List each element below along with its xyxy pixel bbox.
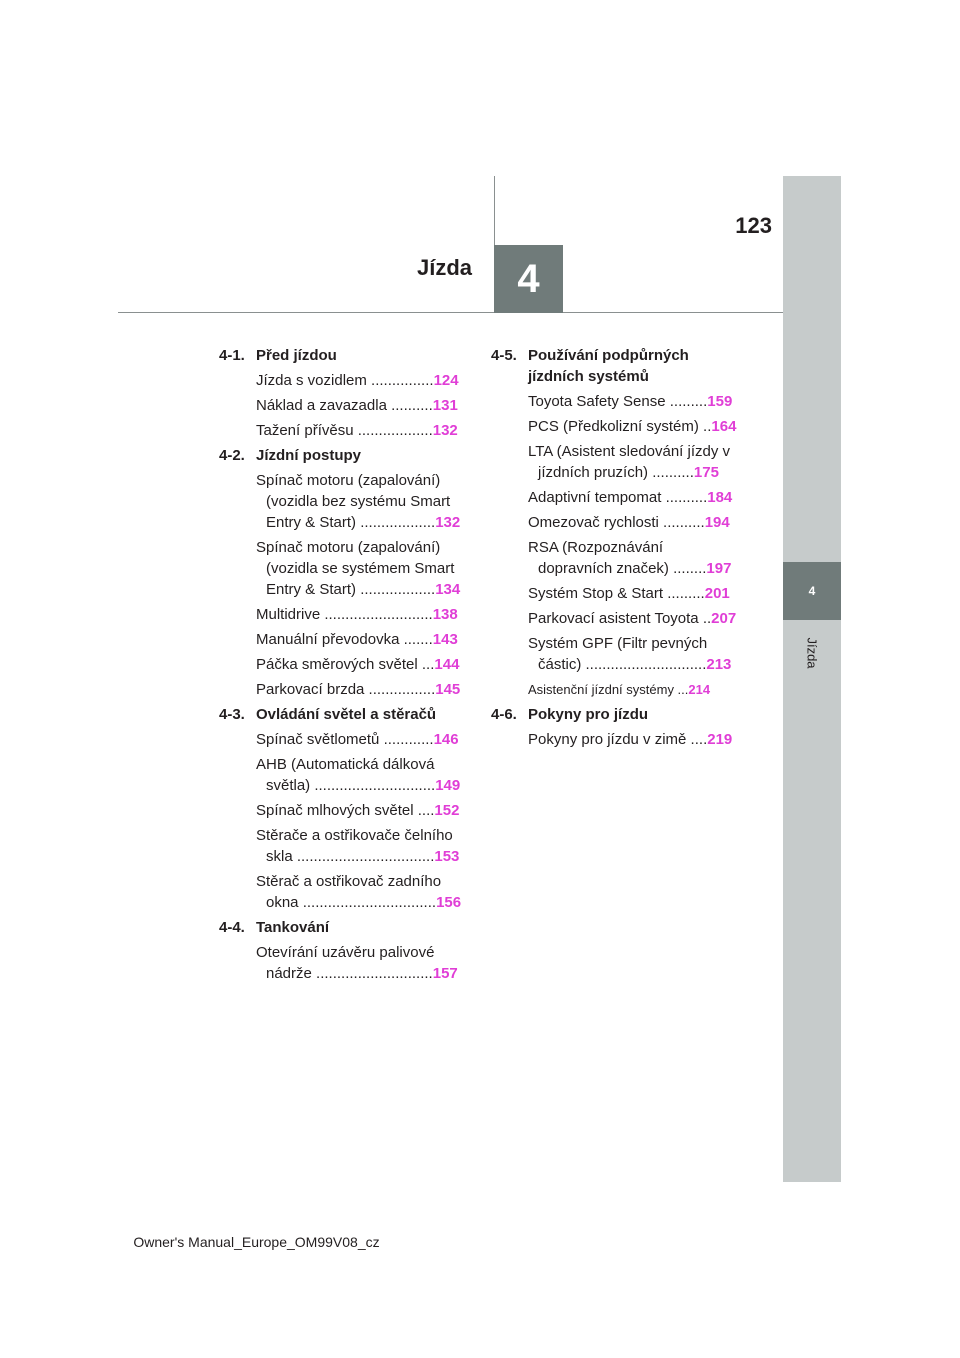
toc-column-right — [491, 345, 741, 754]
chapter-number-box — [494, 245, 563, 313]
side-chapter-tab[interactable] — [783, 562, 841, 620]
toc-entry[interactable] — [256, 537, 469, 600]
toc-entry[interactable] — [256, 420, 469, 441]
entry-page: 138 — [432, 606, 458, 623]
entry-page: 144 — [434, 656, 460, 673]
section-number: 4-1. — [219, 347, 245, 364]
toc-entry[interactable] — [528, 679, 741, 700]
toc-section-4-5[interactable] — [491, 345, 741, 387]
header-horizontal-rule — [118, 312, 783, 313]
toc-entry[interactable] — [256, 629, 469, 650]
entry-page: 149 — [435, 777, 461, 794]
toc-entry[interactable] — [528, 537, 741, 579]
entry-page: 153 — [434, 848, 460, 865]
entry-text: Náklad a zavazadla .......... — [256, 397, 433, 414]
entry-text: Stěrač a ostřikovač zadního okna ................................ — [256, 873, 442, 911]
entry-text: AHB (Automatická dálková světla) ............................. — [256, 756, 436, 794]
toc-entry[interactable] — [256, 825, 469, 867]
entry-text: Spínač motoru (zapalování) (vozidla se systémem Smart Entry & Start) .................. — [256, 539, 455, 598]
section-number: 4-2. — [219, 447, 245, 464]
toc-entry[interactable] — [528, 608, 741, 629]
toc-entry[interactable] — [528, 633, 741, 675]
toc-entry[interactable] — [256, 942, 469, 984]
entry-page: 131 — [432, 397, 458, 414]
entry-text: Stěrače a ostřikovače čelního skla ................................. — [256, 827, 453, 865]
section-title: Před jízdou — [256, 347, 337, 364]
entry-page: 124 — [433, 372, 459, 389]
entry-page: 145 — [435, 681, 461, 698]
toc-section-4-2[interactable] — [219, 445, 469, 466]
section-number: 4-4. — [219, 919, 245, 936]
header-vertical-rule — [494, 176, 495, 246]
toc-entry[interactable] — [256, 395, 469, 416]
entry-text: Asistenční jízdní systémy ... — [528, 682, 689, 697]
entry-page: 134 — [435, 581, 461, 598]
toc-entry[interactable] — [256, 654, 469, 675]
chapter-number: 4 — [517, 256, 540, 301]
entry-page: 156 — [436, 894, 462, 911]
entry-text: Systém Stop & Start ......... — [528, 585, 705, 602]
page-number: 123 — [735, 213, 772, 238]
toc-entry[interactable] — [528, 441, 741, 483]
entry-text: Spínač světlometů ............ — [256, 731, 434, 748]
entry-text: Parkovací brzda ................ — [256, 681, 436, 698]
toc-column-left — [219, 345, 469, 988]
side-chapter-label-text: Jízda — [804, 637, 820, 669]
entry-page: 194 — [704, 514, 730, 531]
toc-entry[interactable] — [256, 871, 469, 913]
entry-text: Adaptivní tempomat .......... — [528, 489, 708, 506]
footer-manual-id: Owner's Manual_Europe_OM99V08_cz — [133, 1234, 380, 1250]
section-title: Ovládání světel a stěračů — [256, 706, 437, 723]
toc-entry[interactable] — [528, 487, 741, 508]
side-chapter-number: 4 — [808, 584, 816, 598]
toc-entry[interactable] — [256, 370, 469, 391]
entry-page: 164 — [711, 418, 737, 435]
toc-entry[interactable] — [528, 416, 741, 437]
toc-entry[interactable] — [256, 679, 469, 700]
entry-page: 207 — [711, 610, 737, 627]
entry-page: 159 — [707, 393, 733, 410]
toc-section-4-1[interactable] — [219, 345, 469, 366]
entry-page: 175 — [693, 464, 719, 481]
section-number: 4-6. — [491, 706, 517, 723]
section-title: Pokyny pro jízdu — [528, 706, 649, 723]
toc-section-4-3[interactable] — [219, 704, 469, 725]
section-number: 4-3. — [219, 706, 245, 723]
side-chapter-label — [783, 628, 841, 678]
entry-text: LTA (Asistent sledování jízdy v jízdních pruzích) .......... — [528, 443, 731, 481]
entry-text: Systém GPF (Filtr pevných částic) ............................. — [528, 635, 708, 673]
entry-text: PCS (Předkolizní systém) .. — [528, 418, 712, 435]
entry-page: 143 — [432, 631, 458, 648]
entry-page: 184 — [707, 489, 733, 506]
entry-page: 152 — [434, 802, 460, 819]
chapter-title: Jízda — [416, 255, 472, 280]
toc-section-4-4[interactable] — [219, 917, 469, 938]
toc-entry[interactable] — [256, 470, 469, 533]
toc-entry[interactable] — [256, 729, 469, 750]
entry-text: Parkovací asistent Toyota .. — [528, 610, 712, 627]
section-title: Tankování — [256, 919, 330, 936]
toc-entry[interactable] — [528, 729, 741, 750]
entry-text: Omezovač rychlosti .......... — [528, 514, 705, 531]
entry-page: 219 — [707, 731, 733, 748]
entry-text: Pokyny pro jízdu v zimě .... — [528, 731, 708, 748]
toc-entry[interactable] — [256, 800, 469, 821]
entry-page: 197 — [706, 560, 732, 577]
entry-page: 157 — [432, 965, 458, 982]
toc-section-4-6[interactable] — [491, 704, 741, 725]
section-number: 4-5. — [491, 347, 517, 364]
entry-text: Tažení přívěsu .................. — [256, 422, 433, 439]
entry-page: 132 — [432, 422, 458, 439]
entry-text: Otevírání uzávěru palivové nádrže ............................ — [256, 944, 435, 982]
entry-text: Toyota Safety Sense ......... — [528, 393, 708, 410]
entry-text: Jízda s vozidlem ............... — [256, 372, 434, 389]
entry-page: 132 — [435, 514, 461, 531]
entry-text: Spínač motoru (zapalování) (vozidla bez systému Smart Entry & Start) .................. — [256, 472, 451, 531]
entry-page: 214 — [688, 682, 711, 697]
toc-entry[interactable] — [528, 583, 741, 604]
entry-page: 146 — [433, 731, 459, 748]
toc-entry[interactable] — [256, 604, 469, 625]
entry-page: 201 — [704, 585, 730, 602]
entry-page: 213 — [706, 656, 732, 673]
entry-text: Páčka směrových světel ... — [256, 656, 435, 673]
toc-entry[interactable] — [528, 512, 741, 533]
toc-entry[interactable] — [528, 391, 741, 412]
entry-text: Spínač mlhových světel .... — [256, 802, 435, 819]
section-title: Jízdní postupy — [256, 447, 361, 464]
entry-text: Manuální převodovka ....... — [256, 631, 433, 648]
entry-text: RSA (Rozpoznávání dopravních značek) ........ — [528, 539, 707, 577]
section-title: Používání podpůrných jízdních systémů — [528, 347, 689, 385]
entry-text: Multidrive .......................... — [256, 606, 433, 623]
toc-entry[interactable] — [256, 754, 469, 796]
side-thumb-strip — [783, 176, 841, 1182]
